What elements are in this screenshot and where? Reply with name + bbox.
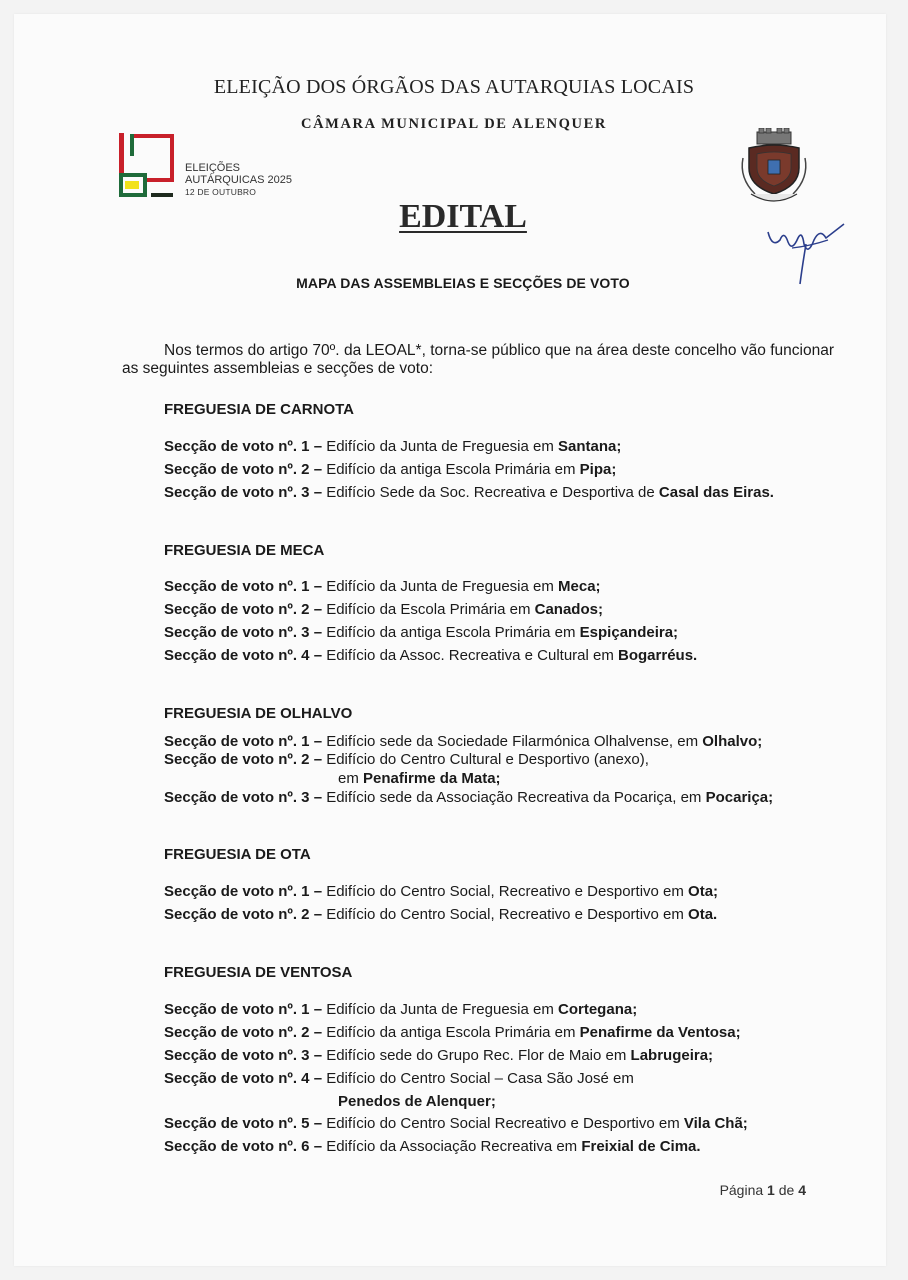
logo-line-3: 12 DE OUTUBRO	[185, 187, 257, 197]
voting-section-row: Secção de voto nº. 4 – Edifício do Centro Social – Casa São José em	[164, 1070, 634, 1087]
voting-section-row: Secção de voto nº. 6 – Edifício da Associação Recreativa em Freixial de Cima.	[164, 1138, 701, 1155]
document-subtitle: MAPA DAS ASSEMBLEIAS E SECÇÕES DE VOTO	[296, 275, 630, 291]
voting-section-continuation: Penedos de Alenquer;	[338, 1093, 496, 1110]
municipality-title: CÂMARA MUNICIPAL DE ALENQUER	[301, 116, 607, 132]
voting-section-row: Secção de voto nº. 2 – Edifício da antiga Escola Primária em Pipa;	[164, 461, 617, 478]
document-title: EDITAL	[399, 198, 527, 235]
intro-paragraph: Nos termos do artigo 70º. da LEOAL*, torna-se público que na área deste concelho vão funcionar as seguintes assembleias e secções de voto:	[122, 342, 834, 377]
election-title: ELEIÇÃO DOS ÓRGÃOS DAS AUTARQUIAS LOCAIS	[213, 76, 695, 98]
voting-section-row: Secção de voto nº. 1 – Edifício da Junta de Freguesia em Santana;	[164, 438, 622, 455]
page-number: Página 1 de 4	[719, 1182, 806, 1198]
municipal-crest-icon	[735, 128, 813, 208]
logo-line-1: ELEIÇÕES	[185, 162, 241, 174]
voting-section-row: Secção de voto nº. 3 – Edifício Sede da Soc. Recreativa e Desportiva de Casal das Eiras.	[164, 484, 774, 501]
voting-section-row: Secção de voto nº. 3 – Edifício sede do Grupo Rec. Flor de Maio em Labrugeira;	[164, 1047, 714, 1064]
election-logo-text	[185, 162, 292, 198]
voting-section-row: Secção de voto nº. 1 – Edifício do Centro Social, Recreativo e Desportivo em Ota;	[164, 883, 719, 900]
voting-section-row: Secção de voto nº. 3 – Edifício sede da Associação Recreativa da Pocariça, em Pocariça;	[164, 789, 774, 806]
voting-section-row: Secção de voto nº. 1 – Edifício sede da Sociedade Filarmónica Olhalvense, em Olhalvo;	[164, 733, 763, 750]
voting-section-row: Secção de voto nº. 2 – Edifício do Centro Cultural e Desportivo (anexo),	[164, 751, 649, 768]
voting-section-row: Secção de voto nº. 4 – Edifício da Assoc. Recreativa e Cultural em Bogarréus.	[164, 647, 698, 664]
parish-heading: FREGUESIA DE OTA	[164, 846, 311, 863]
voting-section-row: Secção de voto nº. 5 – Edifício do Centro Social Recreativo e Desportivo em Vila Chã;	[164, 1115, 748, 1132]
logo-line-2: AUTÁRQUICAS 2025	[185, 174, 292, 186]
election-logo-icon	[118, 133, 178, 199]
voting-section-row: Secção de voto nº. 2 – Edifício da antiga Escola Primária em Penafirme da Ventosa;	[164, 1024, 741, 1041]
voting-section-row: Secção de voto nº. 3 – Edifício da antiga Escola Primária em Espiçandeira;	[164, 624, 679, 641]
voting-section-row: Secção de voto nº. 1 – Edifício da Junta de Freguesia em Meca;	[164, 578, 601, 595]
voting-section-continuation: em Penafirme da Mata;	[338, 770, 501, 787]
voting-section-row: Secção de voto nº. 2 – Edifício do Centro Social, Recreativo e Desportivo em Ota.	[164, 906, 718, 923]
parish-heading: FREGUESIA DE OLHALVO	[164, 705, 353, 722]
parish-heading: FREGUESIA DE VENTOSA	[164, 964, 353, 981]
parish-heading: FREGUESIA DE MECA	[164, 542, 325, 559]
voting-section-row: Secção de voto nº. 2 – Edifício da Escola Primária em Canados;	[164, 601, 603, 618]
parish-heading: FREGUESIA DE CARNOTA	[164, 401, 355, 418]
voting-section-row: Secção de voto nº. 1 – Edifício da Junta de Freguesia em Cortegana;	[164, 1001, 638, 1018]
